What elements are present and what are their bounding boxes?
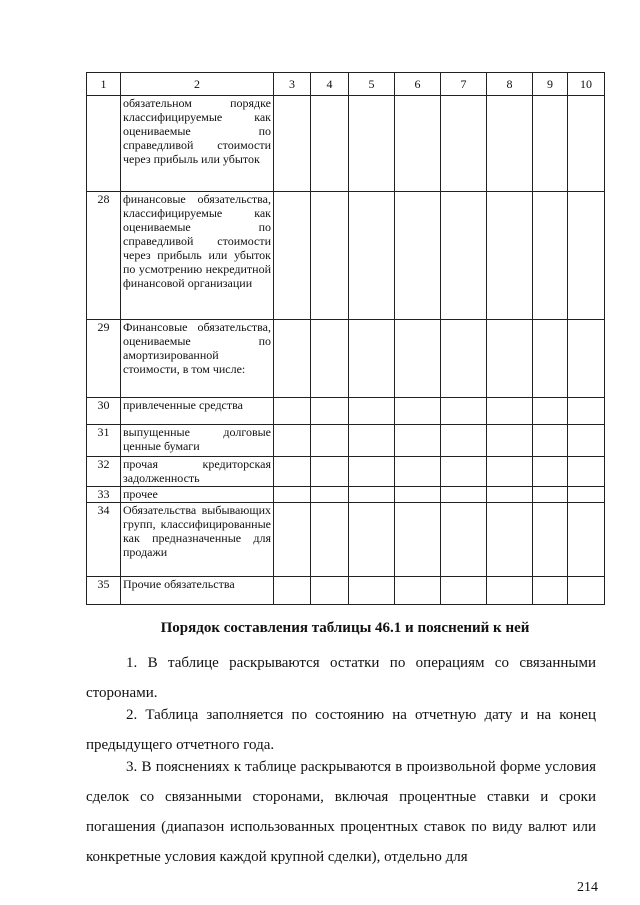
table-cell bbox=[349, 503, 395, 577]
table-row bbox=[87, 192, 605, 320]
row-label: прочая кредиторская задолженность bbox=[121, 457, 274, 487]
row-number: 31 bbox=[87, 425, 121, 457]
table-cell bbox=[441, 398, 487, 425]
table-cell bbox=[487, 503, 533, 577]
row-number: 32 bbox=[87, 457, 121, 487]
table-cell bbox=[487, 320, 533, 398]
table-cell bbox=[395, 320, 441, 398]
table-cell bbox=[395, 577, 441, 605]
table-cell bbox=[487, 487, 533, 503]
table-cell bbox=[441, 320, 487, 398]
table-cell bbox=[568, 577, 605, 605]
table-cell bbox=[487, 457, 533, 487]
table-cell bbox=[568, 398, 605, 425]
page-number: 214 bbox=[577, 880, 598, 895]
table-cell bbox=[441, 487, 487, 503]
table-cell bbox=[441, 577, 487, 605]
table-cell bbox=[311, 577, 349, 605]
table-cell bbox=[487, 192, 533, 320]
column-header: 8 bbox=[487, 73, 533, 96]
table-cell bbox=[349, 457, 395, 487]
row-number: 34 bbox=[87, 503, 121, 577]
row-number: 29 bbox=[87, 320, 121, 398]
row-label: Обязательства выбывающих групп, классифицированные как предназначенные для продажи bbox=[121, 503, 274, 577]
table-cell bbox=[441, 503, 487, 577]
section-heading: Порядок составления таблицы 46.1 и пояснений к ней bbox=[160, 620, 530, 636]
table-cell bbox=[311, 96, 349, 192]
row-number bbox=[87, 96, 121, 192]
table-cell bbox=[274, 503, 311, 577]
table-cell bbox=[487, 96, 533, 192]
table-cell bbox=[274, 425, 311, 457]
table-cell bbox=[395, 425, 441, 457]
table-row bbox=[87, 320, 605, 398]
table-cell bbox=[311, 192, 349, 320]
paragraph: 3. В пояснениях к таблице раскрываются в произвольной форме условия сделок со связанными сторонами, включая процентные ставки и сроки погашения (диапазон использованных процентных ставок по виду валют или конкретные условия каждой крупной сделки), отдельно для bbox=[86, 759, 596, 865]
row-number: 33 bbox=[87, 487, 121, 503]
row-number: 35 bbox=[87, 577, 121, 605]
table-cell bbox=[533, 503, 568, 577]
table-cell bbox=[487, 425, 533, 457]
table-cell bbox=[311, 398, 349, 425]
table-cell bbox=[533, 398, 568, 425]
table-row bbox=[87, 487, 605, 503]
related-parties-table bbox=[86, 72, 605, 605]
row-label: прочее bbox=[121, 487, 274, 503]
table-cell bbox=[311, 487, 349, 503]
table-cell bbox=[274, 487, 311, 503]
row-number: 30 bbox=[87, 398, 121, 425]
row-label: привлеченные средства bbox=[121, 398, 274, 425]
paragraph: 2. Таблица заполняется по состоянию на отчетную дату и на конец предыдущего отчетного года. bbox=[86, 707, 596, 753]
table-cell bbox=[568, 503, 605, 577]
table-cell bbox=[395, 192, 441, 320]
table-cell bbox=[568, 487, 605, 503]
table-row bbox=[87, 425, 605, 457]
table-cell bbox=[349, 577, 395, 605]
table-cell bbox=[568, 425, 605, 457]
row-label: финансовые обязательства, классифицируемые как оцениваемые по справедливой стоимости через прибыль или убыток по усмотрению некредитной финансовой организации bbox=[121, 192, 274, 320]
table-cell bbox=[349, 425, 395, 457]
table-cell bbox=[441, 425, 487, 457]
table-cell bbox=[349, 96, 395, 192]
table-row bbox=[87, 398, 605, 425]
column-header: 2 bbox=[121, 73, 274, 96]
table-cell bbox=[311, 320, 349, 398]
table-cell bbox=[311, 503, 349, 577]
column-header: 4 bbox=[311, 73, 349, 96]
table-cell bbox=[395, 398, 441, 425]
table-cell bbox=[441, 192, 487, 320]
row-label: выпущенные долговые ценные бумаги bbox=[121, 425, 274, 457]
column-header: 7 bbox=[441, 73, 487, 96]
row-label: обязательном порядке классифицируемые как оцениваемые по справедливой стоимости через прибыль или убыток bbox=[121, 96, 274, 192]
table-cell bbox=[395, 457, 441, 487]
table-cell bbox=[533, 192, 568, 320]
table-cell bbox=[568, 192, 605, 320]
paragraph: 1. В таблице раскрываются остатки по операциям со связанными сторонами. bbox=[86, 655, 596, 701]
table-cell bbox=[274, 320, 311, 398]
row-number: 28 bbox=[87, 192, 121, 320]
table-cell bbox=[487, 398, 533, 425]
table-cell bbox=[395, 487, 441, 503]
column-header: 9 bbox=[533, 73, 568, 96]
table-cell bbox=[533, 96, 568, 192]
table-cell bbox=[395, 503, 441, 577]
column-header: 10 bbox=[568, 73, 605, 96]
table-cell bbox=[395, 96, 441, 192]
table-cell bbox=[533, 577, 568, 605]
column-header: 6 bbox=[395, 73, 441, 96]
column-header: 5 bbox=[349, 73, 395, 96]
table-header-row bbox=[87, 73, 605, 96]
table-cell bbox=[349, 487, 395, 503]
table-cell bbox=[441, 96, 487, 192]
table-cell bbox=[311, 457, 349, 487]
table-row bbox=[87, 503, 605, 577]
table-cell bbox=[533, 320, 568, 398]
table-cell bbox=[568, 96, 605, 192]
table-row bbox=[87, 457, 605, 487]
column-header: 3 bbox=[274, 73, 311, 96]
table-cell bbox=[349, 192, 395, 320]
column-header: 1 bbox=[87, 73, 121, 96]
table-row bbox=[87, 577, 605, 605]
table-cell bbox=[274, 577, 311, 605]
table-cell bbox=[441, 457, 487, 487]
table-cell bbox=[274, 398, 311, 425]
table-cell bbox=[349, 320, 395, 398]
table-cell bbox=[274, 192, 311, 320]
table-cell bbox=[349, 398, 395, 425]
table-cell bbox=[274, 96, 311, 192]
table-cell bbox=[568, 457, 605, 487]
table-cell bbox=[487, 577, 533, 605]
table-cell bbox=[533, 487, 568, 503]
table-cell bbox=[533, 457, 568, 487]
table-cell bbox=[311, 425, 349, 457]
table-cell bbox=[533, 425, 568, 457]
row-label: Финансовые обязательства, оцениваемые по амортизированной стоимости, в том числе: bbox=[121, 320, 274, 398]
table-cell bbox=[568, 320, 605, 398]
table-cell bbox=[274, 457, 311, 487]
table-row bbox=[87, 96, 605, 192]
row-label: Прочие обязательства bbox=[121, 577, 274, 605]
